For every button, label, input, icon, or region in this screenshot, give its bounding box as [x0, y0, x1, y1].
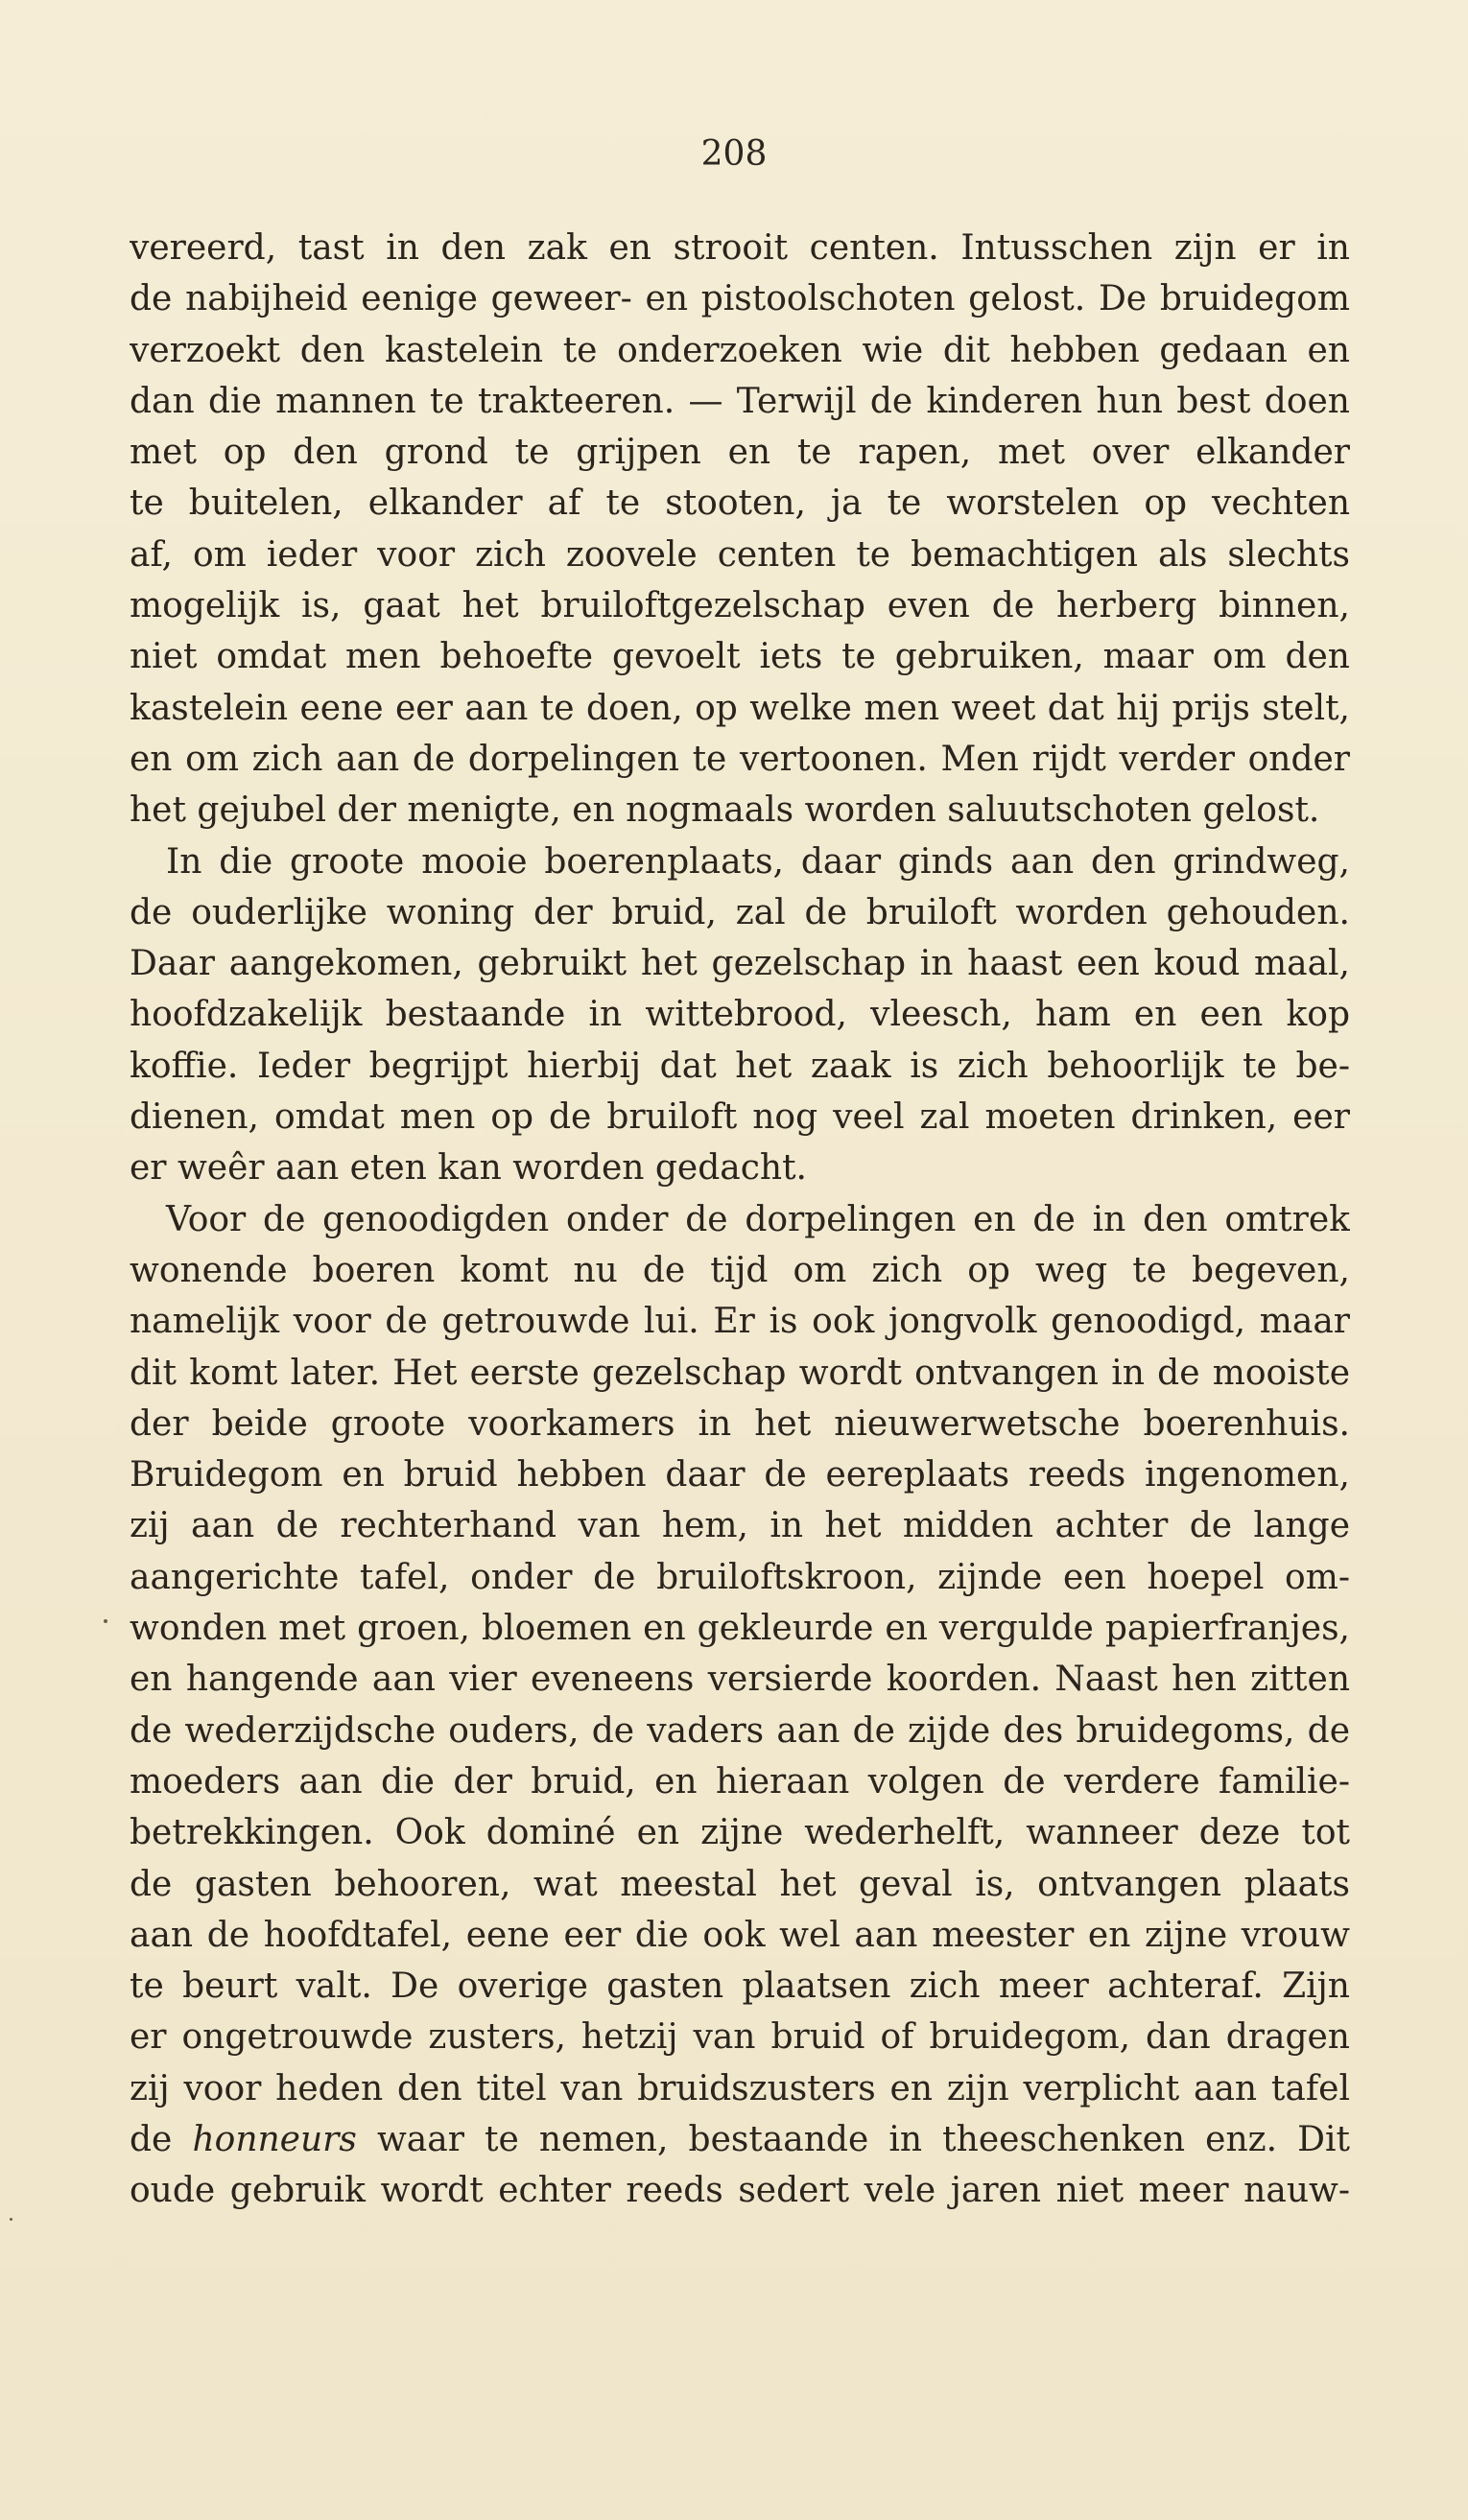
text-line: koffie. Ieder begrijpt hierbij dat het zaak is zich behoorlijk te be-: [130, 1046, 1350, 1086]
text-line: verzoekt den kastelein te onderzoeken wie dit hebben gedaan en: [130, 330, 1350, 370]
text-line: er weêr aan eten kan worden gedacht.: [130, 1148, 807, 1189]
text-line: het gejubel der menigte, en nogmaals worden saluutschoten gelost.: [130, 790, 1320, 831]
text-line: wonden met groen, bloemen en gekleurde en vergulde papierfranjes,: [130, 1609, 1350, 1649]
text-line: niet omdat men behoefte gevoelt iets te gebruiken, maar om den: [130, 637, 1350, 677]
text-line: dienen, omdat men op de bruiloft nog veel zal moeten drinken, eer: [130, 1097, 1350, 1138]
text-line: de gasten behooren, wat meestal het geval is, ontvangen plaats: [130, 1864, 1350, 1904]
text-line: Daar aangekomen, gebruikt het gezelschap in haast een koud maal,: [130, 944, 1350, 984]
text-line: met op den grond te grijpen en te rapen, met over elkander: [130, 433, 1350, 473]
text-line: zij voor heden den titel van bruidszusters en zijn verplicht aan tafel: [130, 2068, 1350, 2108]
text-line: de ouderlijke woning der bruid, zal de bruiloft worden gehouden.: [130, 892, 1350, 932]
text-line: der beide groote voorkamers in het nieuwerwetsche boerenhuis.: [130, 1403, 1350, 1444]
text-line: en om zich aan de dorpelingen te vertoonen. Men rijdt verder onder: [130, 739, 1350, 779]
text-line: aangerichte tafel, onder de bruiloftskroon, zijnde een hoepel om-: [130, 1557, 1350, 1597]
line-end-text: waar te nemen, bestaande in theeschenken enz. Dit: [356, 2119, 1350, 2159]
text-line: wonende boeren komt nu de tijd om zich op weg te begeven,: [130, 1250, 1350, 1290]
text-line: te beurt valt. De overige gasten plaatsen zich meer achteraf. Zijn: [130, 1967, 1350, 2007]
text-line: kastelein eene eer aan te doen, op welke men weet dat hij prijs stelt,: [130, 688, 1350, 728]
paper-speck: [104, 1619, 107, 1623]
text-line: hoofdzakelijk bestaande in wittebrood, vleesch, ham en een kop: [130, 995, 1350, 1035]
text-line: mogelijk is, gaat het bruiloftgezelschap even de herberg binnen,: [130, 586, 1350, 626]
text-line: betrekkingen. Ook dominé en zijne wederhelft, wanneer deze tot: [130, 1813, 1350, 1853]
text-line: te buitelen, elkander af te stooten, ja te worstelen op vechten: [130, 483, 1350, 524]
text-line: dit komt later. Het eerste gezelschap wordt ontvangen in de mooiste: [130, 1353, 1350, 1393]
text-line: oude gebruik wordt echter reeds sedert vele jaren niet meer nauw-: [130, 2171, 1350, 2211]
text-line: dan die mannen te trakteeren. — Terwijl de kinderen hun best doen: [130, 381, 1350, 421]
paper-speck: [10, 2218, 12, 2221]
text-line: de nabijheid eenige geweer- en pistoolschoten gelost. De bruidegom: [130, 279, 1350, 319]
text-line: er ongetrouwde zusters, hetzij van bruid of bruidegom, dan dragen: [130, 2017, 1350, 2058]
text-line: zij aan de rechterhand van hem, in het midden achter de lange: [130, 1506, 1350, 1546]
body-text: [130, 223, 1350, 2217]
paragraph-start-line: In die groote mooie boerenplaats, daar ginds aan den grindweg,: [166, 841, 1350, 882]
text-line: en hangende aan vier eveneens versierde koorden. Naast hen zitten: [130, 1660, 1350, 1700]
text-line: vereerd, tast in den zak en strooit centen. Intusschen zijn er in: [130, 228, 1350, 268]
text-line-with-italic: [130, 2114, 1350, 2165]
italic-word-honneurs: honneurs: [192, 2119, 357, 2159]
text-line: namelijk voor de getrouwde lui. Er is ook jongvolk genoodigd, maar: [130, 1302, 1350, 1342]
text-line: aan de hoofdtafel, eene eer die ook wel aan meester en zijne vrouw: [130, 1915, 1350, 1955]
line-start-text: de: [130, 2119, 193, 2159]
text-line: moeders aan die der bruid, en hieraan volgen de verdere familie-: [130, 1761, 1350, 1802]
text-line: de wederzijdsche ouders, de vaders aan de zijde des bruidegoms, de: [130, 1710, 1350, 1751]
paragraph-start-line: Voor de genoodigden onder de dorpelingen en de in den omtrek: [166, 1199, 1350, 1239]
text-line: af, om ieder voor zich zoovele centen te bemachtigen als slechts: [130, 534, 1350, 575]
page-number: 208: [700, 134, 768, 174]
text-line: Bruidegom en bruid hebben daar de eereplaats reeds ingenomen,: [130, 1455, 1350, 1496]
